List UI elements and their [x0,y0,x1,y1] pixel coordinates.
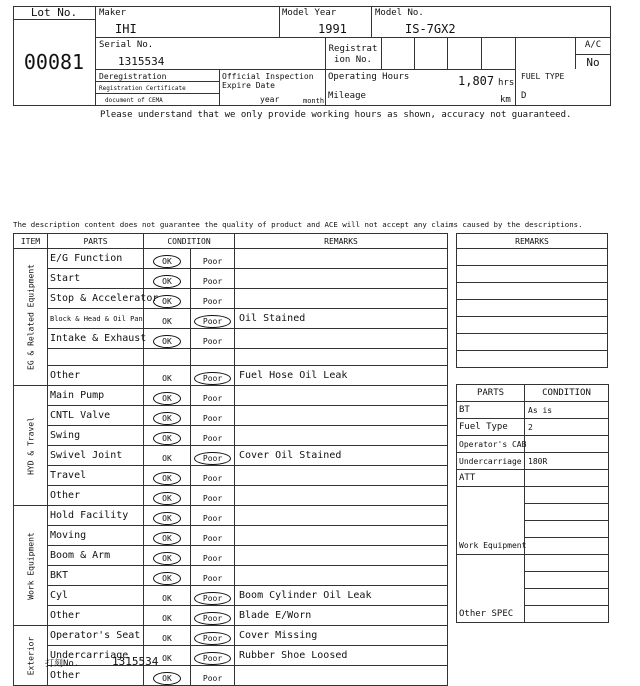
part-name: Cyl [48,586,144,606]
condition-poor-cell [191,666,235,686]
condition-ok-cell [144,406,191,426]
table-row [14,349,448,366]
ok-option: OK [162,634,172,643]
item-group-text: Work Equipment [26,531,35,600]
serial-label: Serial No. [99,40,154,50]
condition-ok-cell [144,386,191,406]
spec-part: Fuel Type [457,419,525,436]
table-row [14,606,448,626]
item-group-text: HYD & Travel [26,416,35,475]
poor-option: Poor [202,297,223,306]
remark-text [235,566,448,586]
part-name: Operator's Seat [48,626,144,646]
part-name: Travel [48,466,144,486]
spec-row [457,453,609,470]
condition-ok-cell [144,366,191,386]
ok-selected-mark: OK [153,512,181,525]
condition-ok-cell [144,506,191,526]
condition-poor-cell [191,386,235,406]
remark-text [235,289,448,309]
other-spec-label: Other SPEC [457,606,525,623]
condition-ok-cell [144,349,191,366]
condition-poor-cell [191,466,235,486]
condition-poor-cell [191,309,235,329]
table-row [14,506,448,526]
operating-hours-value: 1,807 [458,74,495,88]
remarks-line [457,249,608,266]
condition-ok-cell [144,606,191,626]
ok-selected-mark: OK [153,275,181,288]
maker-label: Maker [99,8,127,18]
table-row [14,269,448,289]
table-row [14,566,448,586]
condition-ok-cell [144,269,191,289]
table-row [14,249,448,269]
condition-poor-cell [191,546,235,566]
work-equipment-label: Work Equipment [457,538,525,555]
lot-label: Lot No. [30,6,78,19]
spec-part: Undercarriage [457,453,525,470]
table-row [14,526,448,546]
remarks-line [457,317,608,334]
ok-option: OK [162,454,172,463]
poor-selected-mark: Poor [194,612,231,625]
part-name: Undercarriage [48,646,144,666]
ok-option: OK [162,317,172,326]
remarks-line [457,334,608,351]
part-name: Hold Facility [48,506,144,526]
expire-date-label: Expire Date [222,81,275,90]
poor-option: Poor [202,514,223,523]
col-remarks-header: REMARKS [235,234,448,249]
part-name: Swing [48,426,144,446]
remark-text: Fuel Hose Oil Leak [235,366,448,386]
part-name: Other [48,366,144,386]
remark-text [235,546,448,566]
remark-text: Cover Oil Stained [235,446,448,466]
condition-poor-cell [191,329,235,349]
spec-part: BT [457,402,525,419]
ac-label: A/C [584,40,602,50]
table-row [14,386,448,406]
remark-text: Cover Missing [235,626,448,646]
condition-poor-cell [191,406,235,426]
condition-poor-cell [191,249,235,269]
official-inspection-label: Official Inspection [222,72,314,81]
remarks-line [457,283,608,300]
table-row [14,586,448,606]
poor-option: Poor [202,674,223,683]
cema-label: document of CEMA [105,97,163,104]
item-group-label [14,386,48,506]
ac-value: No [586,56,600,69]
poor-option: Poor [202,554,223,563]
col-condition-header: CONDITION [144,234,235,249]
ok-selected-mark: OK [153,552,181,565]
spec-condition: 180R [525,453,609,470]
ok-selected-mark: OK [153,672,181,685]
model-no-value: IS-7GX2 [405,22,456,36]
ok-selected-mark: OK [153,492,181,505]
poor-option: Poor [202,534,223,543]
table-row [14,309,448,329]
table-row [14,329,448,349]
registration-label: Registration No. [328,44,378,65]
condition-poor-cell [191,526,235,546]
spec-row [457,402,609,419]
condition-ok-cell [144,426,191,446]
mileage-label: Mileage [328,91,366,101]
remarks-line [457,351,608,368]
poor-option: Poor [202,474,223,483]
part-name: Intake & Exhaust [48,329,144,349]
ok-selected-mark: OK [153,412,181,425]
poor-selected-mark: Poor [194,452,231,465]
remark-text [235,486,448,506]
table-row [14,289,448,309]
registration-cert-label: Registration Certificate [99,85,186,92]
part-name: BKT [48,566,144,586]
spec-condition-header: CONDITION [525,385,609,402]
ok-option: OK [162,594,172,603]
part-name: CNTL Valve [48,406,144,426]
condition-poor-cell [191,486,235,506]
condition-poor-cell [191,566,235,586]
part-name: Other [48,606,144,626]
condition-table [13,233,447,686]
item-group-label [14,626,48,686]
item-group-text: EG & Related Equipment [26,264,35,370]
ok-option: OK [162,614,172,623]
table-row [14,366,448,386]
poor-option: Poor [202,257,223,266]
right-remarks-header: REMARKS [457,234,608,249]
col-parts-header: PARTS [48,234,144,249]
month-label: month [303,97,325,105]
remark-text [235,466,448,486]
col-item-header: ITEM [14,234,48,249]
condition-ok-cell [144,626,191,646]
condition-poor-cell [191,289,235,309]
part-name [48,349,144,366]
part-name: Moving [48,526,144,546]
poor-option: Poor [202,337,223,346]
remark-text: Boom Cylinder Oil Leak [235,586,448,606]
part-name: Other [48,666,144,686]
fuel-type-label: FUEL TYPE [521,72,565,81]
poor-option: Poor [202,494,223,503]
ok-selected-mark: OK [153,392,181,405]
deregistration-label: Deregistration [99,72,167,81]
model-year-label: Model Year [282,8,337,18]
remark-text: Rubber Shoe Loosed [235,646,448,666]
condition-poor-cell [191,626,235,646]
poor-option: Poor [202,277,223,286]
condition-ok-cell [144,309,191,329]
spec-condition: 2 [525,419,609,436]
remark-text [235,406,448,426]
part-name: Swivel Joint [48,446,144,466]
spec-panel [456,384,608,623]
condition-poor-cell [191,506,235,526]
remark-text: Blade E/Worn [235,606,448,626]
ok-selected-mark: OK [153,532,181,545]
condition-poor-cell [191,366,235,386]
table-row [14,446,448,466]
km-label: km [500,95,511,105]
part-name: Main Pump [48,386,144,406]
remark-text [235,386,448,406]
lot-number: 00081 [23,50,85,74]
part-name: Boom & Arm [48,546,144,566]
poor-option: Poor [202,434,223,443]
spec-row [457,419,609,436]
remark-text [235,249,448,269]
part-name: Other [48,486,144,506]
disclaimer-text: The description content does not guarantee the quality of product and ACE will not accept any claims caused by the descriptions. [13,220,583,229]
condition-ok-cell [144,566,191,586]
table-row [14,486,448,506]
ok-selected-mark: OK [153,255,181,268]
ok-option: OK [162,374,172,383]
table-row [14,546,448,566]
year-label: year [260,95,280,104]
att-label: ATT [457,470,525,487]
condition-ok-cell [144,329,191,349]
ok-option: OK [162,654,172,663]
fuel-type-value: D [521,91,527,101]
remark-text [235,506,448,526]
spec-condition [525,436,609,453]
spec-condition: As is [525,402,609,419]
condition-ok-cell [144,446,191,466]
poor-selected-mark: Poor [194,652,231,665]
remark-text [235,269,448,289]
footer-value: 1315534 [112,655,159,668]
ok-selected-mark: OK [153,295,181,308]
condition-poor-cell [191,586,235,606]
operating-hours-label: Operating Hours [328,72,410,82]
condition-ok-cell [144,526,191,546]
condition-ok-cell [144,466,191,486]
footer-label: 打刻No. [45,659,80,669]
table-row [14,426,448,446]
hrs-label: hrs [498,78,515,88]
poor-option: Poor [202,394,223,403]
condition-ok-cell [144,486,191,506]
remark-text [235,426,448,446]
item-group-label [14,506,48,626]
ok-selected-mark: OK [153,432,181,445]
poor-selected-mark: Poor [194,315,231,328]
condition-poor-cell [191,446,235,466]
ok-selected-mark: OK [153,572,181,585]
condition-poor-cell [191,646,235,666]
part-name: E/G Function [48,249,144,269]
condition-poor-cell [191,426,235,446]
model-no-label: Model No. [375,8,424,18]
maker-value: IHI [115,22,137,36]
remark-text: Oil Stained [235,309,448,329]
notice-text: Please understand that we only provide working hours as shown, accuracy not guaranteed. [100,110,572,120]
ok-selected-mark: OK [153,472,181,485]
spec-parts-header: PARTS [457,385,525,402]
part-name: Stop & Accelerator [48,289,144,309]
spec-part: Operator's CAB [457,436,525,453]
table-row [14,466,448,486]
poor-selected-mark: Poor [194,592,231,605]
condition-ok-cell [144,546,191,566]
condition-poor-cell [191,269,235,289]
condition-ok-cell [144,666,191,686]
right-panel [456,233,608,368]
part-name: Block & Head & Oil Pan [48,309,144,329]
poor-option: Poor [202,574,223,583]
poor-selected-mark: Poor [194,632,231,645]
remark-text [235,526,448,546]
remark-text [235,666,448,686]
remarks-line [457,266,608,283]
poor-selected-mark: Poor [194,372,231,385]
part-name: Start [48,269,144,289]
spec-row [457,436,609,453]
poor-option: Poor [202,414,223,423]
remark-text [235,329,448,349]
ok-selected-mark: OK [153,335,181,348]
condition-poor-cell [191,349,235,366]
table-row [14,626,448,646]
remark-text [235,349,448,366]
condition-ok-cell [144,249,191,269]
table-row [14,406,448,426]
model-year-value: 1991 [318,22,347,36]
item-group-text: Exterior [26,636,35,675]
condition-ok-cell [144,586,191,606]
serial-value: 1315534 [118,55,165,68]
condition-poor-cell [191,606,235,626]
item-group-label [14,249,48,386]
remarks-line [457,300,608,317]
